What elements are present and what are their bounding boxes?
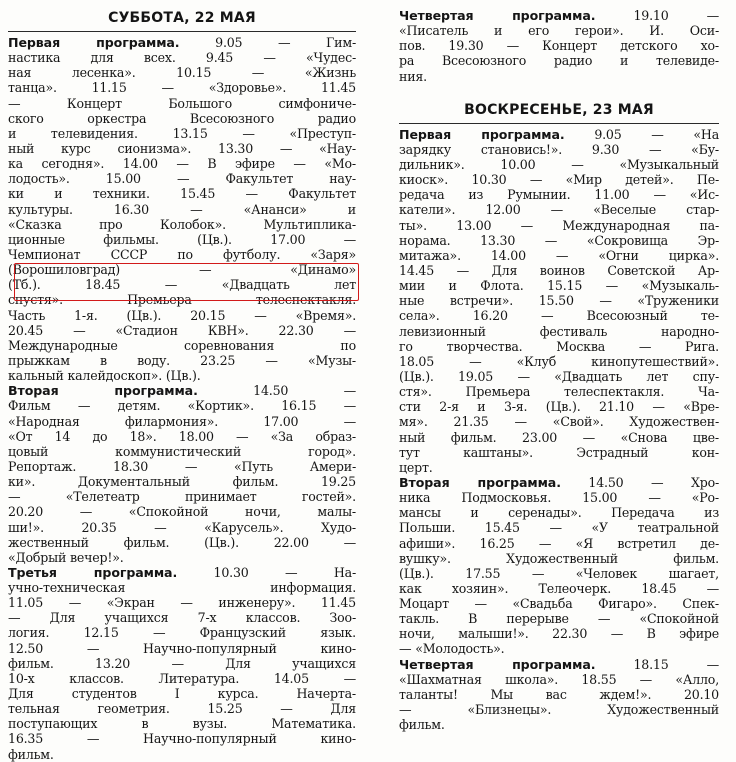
listing-line bbox=[399, 536, 719, 551]
listing-line bbox=[8, 686, 356, 701]
program-heading: Вторая программа. bbox=[399, 474, 561, 490]
listing-text: жественный фильм. (Цв.). 22.00 — bbox=[8, 534, 356, 550]
listing-line bbox=[8, 323, 356, 338]
listing-line bbox=[399, 641, 719, 656]
listing-text: «Шахматная школа». 18.55 — «Алло, bbox=[399, 671, 719, 687]
listing-line bbox=[8, 35, 356, 50]
listing-text: катели». 12.00 — «Веселые стар- bbox=[399, 202, 719, 218]
listing-text: го творчества. Москва — Рига. bbox=[399, 338, 719, 354]
listing-text: лодость». 15.00 — Факультет нау- bbox=[8, 171, 356, 187]
listing-text: танца». 11.15 — «Здоровье». 11.45 bbox=[8, 80, 356, 96]
listing-text: редача из Румынии. 11.00 — «Ис- bbox=[399, 187, 719, 203]
listing-line bbox=[399, 233, 719, 248]
listing-line bbox=[399, 53, 719, 68]
day-title-rule bbox=[8, 31, 356, 32]
listing-text: норама. 13.30 — «Сокровища Эр- bbox=[399, 232, 719, 248]
listing-text: таланты! Мы вас ждем!». 20.10 bbox=[399, 686, 719, 702]
listing-line bbox=[8, 202, 356, 217]
listing-line bbox=[8, 171, 356, 186]
listing-line bbox=[8, 308, 356, 323]
listing-text: 16.35 — Научно-популярный кино- bbox=[8, 731, 356, 747]
listing-line bbox=[399, 460, 719, 475]
listing-line bbox=[8, 671, 356, 686]
listing-text: 18.05 — «Клуб кинопутешествий». bbox=[399, 353, 719, 369]
listing-line bbox=[8, 459, 356, 474]
listing-line bbox=[399, 430, 719, 445]
listing-line bbox=[399, 399, 719, 414]
listing-text: ные встречи». 15.50 — «Труженики bbox=[399, 293, 719, 309]
listing-text: сти 2-я и 3-я. (Цв.). 21.10 — «Вре- bbox=[399, 399, 719, 415]
listing-text: Для студентов I курса. Начерта- bbox=[8, 686, 356, 702]
listing-line bbox=[399, 127, 719, 142]
listing-text: 14.50 — bbox=[197, 383, 356, 399]
listing-line bbox=[399, 278, 719, 293]
listing-line bbox=[8, 126, 356, 141]
listing-text: дильник». 10.00 — «Музыкальный bbox=[399, 156, 719, 172]
listing-text: Моцарт — «Свадьба Фигаро». Спек- bbox=[399, 596, 719, 612]
listing-line bbox=[8, 353, 356, 368]
listing-text: 11.05 — «Экран — инженеру». 11.45 bbox=[8, 595, 356, 611]
listing-line bbox=[8, 186, 356, 201]
program-heading: Четвертая программа. bbox=[399, 656, 596, 672]
listing-line bbox=[399, 293, 719, 308]
listing-line bbox=[8, 398, 356, 413]
listing-text: киоск». 10.30 — «Мир детей». Пе- bbox=[399, 172, 719, 188]
listing-line bbox=[399, 702, 719, 717]
listing-text: ния. bbox=[399, 68, 427, 84]
program-heading: Первая программа. bbox=[399, 126, 565, 142]
listing-line bbox=[8, 489, 356, 504]
listing-text: ника Подмосковья. 15.00 — «Ро- bbox=[399, 490, 719, 506]
listing-text: — Для учащихся 7-х классов. Зоо- bbox=[8, 610, 356, 626]
listing-text: ши!». 20.35 — «Карусель». Худо- bbox=[8, 519, 356, 535]
listing-text: — Концерт Большого симфониче- bbox=[8, 95, 356, 111]
listing-text: ты». 13.00 — Международная па- bbox=[399, 217, 719, 233]
listing-text: — «Телетеатр принимает гостей». bbox=[8, 489, 356, 505]
listing-text: кальный калейдоскоп». (Цв.). bbox=[8, 368, 201, 384]
listing-line bbox=[399, 157, 719, 172]
listing-text: такль. В перерыве — «Спокойной bbox=[399, 611, 719, 627]
listing-line bbox=[399, 38, 719, 53]
listing-line bbox=[8, 232, 356, 247]
listing-text: фильм. bbox=[399, 717, 445, 733]
day-title-sunday: ВОСКРЕСЕНЬЕ, 23 МАЯ bbox=[464, 101, 654, 118]
listing-text: (Ворошиловград) — «Динамо» bbox=[8, 262, 356, 278]
listing-text: Чемпионат СССР по футболу. «Заря» bbox=[8, 246, 356, 262]
listing-text: зарядку становись!». 9.30 — «Бу- bbox=[399, 141, 719, 157]
listing-line bbox=[8, 535, 356, 550]
listing-line bbox=[399, 596, 719, 611]
program-heading: Четвертая программа. bbox=[399, 8, 596, 23]
listing-line bbox=[399, 308, 719, 323]
listing-text: (Тб.). 18.45 — «Двадцать лет bbox=[8, 277, 356, 293]
listing-text: «Писатель и его герои». И. Оси- bbox=[399, 23, 719, 39]
listing-text: мии и Флота. 15.15 — «Музыкаль- bbox=[399, 278, 719, 294]
listing-text: тельная геометрия. 15.25 — Для bbox=[8, 701, 356, 717]
listing-text: — «Молодость». bbox=[399, 641, 505, 657]
listing-line bbox=[399, 657, 719, 672]
listing-text: «Сказка про Колобок». Мультиплика- bbox=[8, 216, 356, 232]
listing-line bbox=[399, 384, 719, 399]
listing-line bbox=[8, 141, 356, 156]
listing-line bbox=[8, 414, 356, 429]
listing-text: 19.10 — bbox=[595, 8, 719, 23]
listing-text: — «Близнецы». Художественный bbox=[399, 702, 719, 718]
listing-text: логия. 12.15 — Французский язык. bbox=[8, 625, 356, 641]
listing-text: тут каштаны». Эстрадный кон- bbox=[399, 444, 719, 460]
listing-text: ционные фильмы. (Цв.). 17.00 — bbox=[8, 231, 356, 247]
listing-line bbox=[8, 156, 356, 171]
listing-text: Польши. 15.45 — «У театральной bbox=[399, 520, 719, 536]
listing-line bbox=[399, 339, 719, 354]
listing-line bbox=[8, 595, 356, 610]
listing-line bbox=[8, 111, 356, 126]
listing-text: «От 14 до 18». 18.00 — «За образ- bbox=[8, 428, 356, 444]
listing-text: афиши». 16.25 — «Я встретил де- bbox=[399, 535, 719, 551]
listing-line bbox=[8, 641, 356, 656]
program-heading: Вторая программа. bbox=[8, 383, 198, 399]
listing-line bbox=[399, 8, 719, 23]
listing-text: «Добрый вечер!». bbox=[8, 549, 124, 565]
listing-text: настика для всех. 9.45 — «Чудес- bbox=[8, 50, 356, 66]
program-heading: Третья программа. bbox=[8, 564, 178, 580]
listing-text: ка сегодня». 14.00 — В эфире — «Мо- bbox=[8, 156, 356, 172]
listing-line bbox=[8, 580, 356, 595]
listing-text: вушку». Художественный фильм. bbox=[399, 550, 719, 566]
listing-line bbox=[8, 550, 356, 565]
listing-line bbox=[399, 23, 719, 38]
listing-text: цовый коммунистический город». bbox=[8, 443, 356, 459]
listing-line bbox=[399, 490, 719, 505]
listing-text: Фильм — детям. «Кортик». 16.15 — bbox=[8, 398, 356, 414]
listing-text: 14.50 — Хро- bbox=[560, 474, 720, 490]
listing-text: ки и техники. 15.45 — Факультет bbox=[8, 186, 356, 202]
listing-text: поступающих в вузы. Математика. bbox=[8, 716, 356, 732]
listing-text: ная лесенка». 10.15 — «Жизнь bbox=[8, 65, 356, 81]
listing-line bbox=[8, 504, 356, 519]
listing-text: культуры. 16.30 — «Ананси» и bbox=[8, 201, 356, 217]
listing-text: 20.20 — «Спокойной ночи, малы- bbox=[8, 504, 356, 520]
listing-text: 9.05 — Гим- bbox=[179, 35, 357, 50]
listing-line bbox=[8, 444, 356, 459]
listing-text: ный фильм. 23.00 — «Снова цве- bbox=[399, 429, 719, 445]
listing-line bbox=[399, 566, 719, 581]
listing-line bbox=[8, 716, 356, 731]
sunday-listings bbox=[399, 127, 719, 733]
listing-line bbox=[399, 611, 719, 626]
listing-line bbox=[399, 581, 719, 596]
listing-line bbox=[399, 520, 719, 535]
listing-text: 10.30 — На- bbox=[177, 564, 356, 580]
listing-text: 18.15 — bbox=[595, 656, 719, 672]
listing-text: (Цв.). 19.05 — «Двадцать лет спу- bbox=[399, 368, 719, 384]
listing-line bbox=[8, 65, 356, 80]
listing-text: ночи, малыши!». 22.30 — В эфире bbox=[399, 626, 719, 642]
listing-text: 20.45 — «Стадион КВН». 22.30 — bbox=[8, 322, 356, 338]
listing-line bbox=[399, 69, 719, 84]
listing-line bbox=[399, 142, 719, 157]
listing-text: спустя». Премьера телеспектакля. bbox=[8, 292, 356, 308]
listing-line bbox=[399, 551, 719, 566]
saturday-column bbox=[8, 8, 356, 762]
listing-line bbox=[8, 610, 356, 625]
listing-text: стя». Премьера телеспектакля. Ча- bbox=[399, 384, 719, 400]
listing-line bbox=[399, 687, 719, 702]
listing-text: 10-х классов. Литература. 14.05 — bbox=[8, 670, 356, 686]
listing-text: прыжкам в воду. 23.25 — «Музы- bbox=[8, 352, 356, 368]
listing-text: Часть 1-я. (Цв.). 20.15 — «Время». bbox=[8, 307, 356, 323]
listing-text: «Народная филармония». 17.00 — bbox=[8, 413, 356, 429]
listing-text: (Цв.). 17.55 — «Человек шагает, bbox=[399, 565, 719, 581]
listing-text: и телевидения. 13.15 — «Преступ- bbox=[8, 125, 356, 141]
saturday-fourth-program bbox=[399, 8, 719, 84]
highlight-box bbox=[14, 263, 359, 301]
listing-line bbox=[8, 625, 356, 640]
day-title-rule bbox=[399, 123, 719, 124]
listing-line bbox=[399, 172, 719, 187]
listing-line bbox=[8, 80, 356, 95]
listing-line bbox=[399, 505, 719, 520]
listing-text: левизионный фестиваль народно- bbox=[399, 323, 719, 339]
listing-text: 9.05 — «На bbox=[564, 126, 719, 142]
listing-line bbox=[8, 701, 356, 716]
listing-text: как хозяин». Телеочерк. 18.45 — bbox=[399, 580, 719, 596]
listing-line bbox=[8, 217, 356, 232]
listing-line bbox=[8, 656, 356, 671]
program-heading: Первая программа. bbox=[8, 35, 180, 50]
listing-text: Международные соревнования по bbox=[8, 337, 356, 353]
listing-line bbox=[399, 369, 719, 384]
listing-text: села». 16.20 — Всесоюзный те- bbox=[399, 308, 719, 324]
listing-line bbox=[8, 50, 356, 65]
listing-line bbox=[399, 445, 719, 460]
listing-text: митажа». 14.00 — «Огни цирка». bbox=[399, 247, 719, 263]
listing-line bbox=[8, 96, 356, 111]
listing-text: фильм. bbox=[8, 746, 54, 762]
listing-text: пов. 19.30 — Концерт детского хо- bbox=[399, 38, 719, 54]
listing-text: Репортаж. 18.30 — «Путь Амери- bbox=[8, 458, 356, 474]
listing-line bbox=[8, 520, 356, 535]
listing-text: учно-техническая информация. bbox=[8, 580, 356, 596]
listing-line bbox=[399, 475, 719, 490]
listing-line bbox=[399, 354, 719, 369]
listing-line bbox=[399, 202, 719, 217]
listing-line bbox=[399, 324, 719, 339]
listing-line bbox=[8, 383, 356, 398]
listing-line bbox=[8, 565, 356, 580]
listing-line bbox=[399, 187, 719, 202]
listing-line bbox=[399, 717, 719, 732]
listing-line bbox=[8, 429, 356, 444]
listing-line bbox=[8, 747, 356, 762]
listing-text: 14.45 — Для воинов Советской Ар- bbox=[399, 262, 719, 278]
listing-text: мансы и серенады». Передача из bbox=[399, 505, 719, 521]
listing-text: 12.50 — Научно-популярный кино- bbox=[8, 640, 356, 656]
listing-text: ского оркестра Всесоюзного радио bbox=[8, 110, 356, 126]
listing-line bbox=[399, 672, 719, 687]
listing-line bbox=[399, 263, 719, 278]
listing-text: фильм. 13.20 — Для учащихся bbox=[8, 655, 356, 671]
listing-line bbox=[8, 368, 356, 383]
listing-text: ра Всесоюзного радио и телевиде- bbox=[399, 53, 719, 69]
listing-text: церт. bbox=[399, 459, 433, 475]
listing-line bbox=[8, 247, 356, 262]
sunday-column bbox=[399, 8, 719, 732]
listing-line bbox=[399, 218, 719, 233]
saturday-listings bbox=[8, 35, 356, 762]
listing-text: ки». Документальный фильм. 19.25 bbox=[8, 474, 356, 490]
day-title-saturday: СУББОТА, 22 МАЯ bbox=[108, 10, 256, 26]
listing-line bbox=[8, 338, 356, 353]
listing-line bbox=[399, 414, 719, 429]
listing-line bbox=[399, 248, 719, 263]
listing-text: ный курс сионизма». 13.30 — «Нау- bbox=[8, 140, 356, 156]
listing-line bbox=[399, 626, 719, 641]
listing-line bbox=[8, 474, 356, 489]
listing-text: мя». 21.35 — «Свой». Художествен- bbox=[399, 414, 719, 430]
listing-line bbox=[8, 731, 356, 746]
